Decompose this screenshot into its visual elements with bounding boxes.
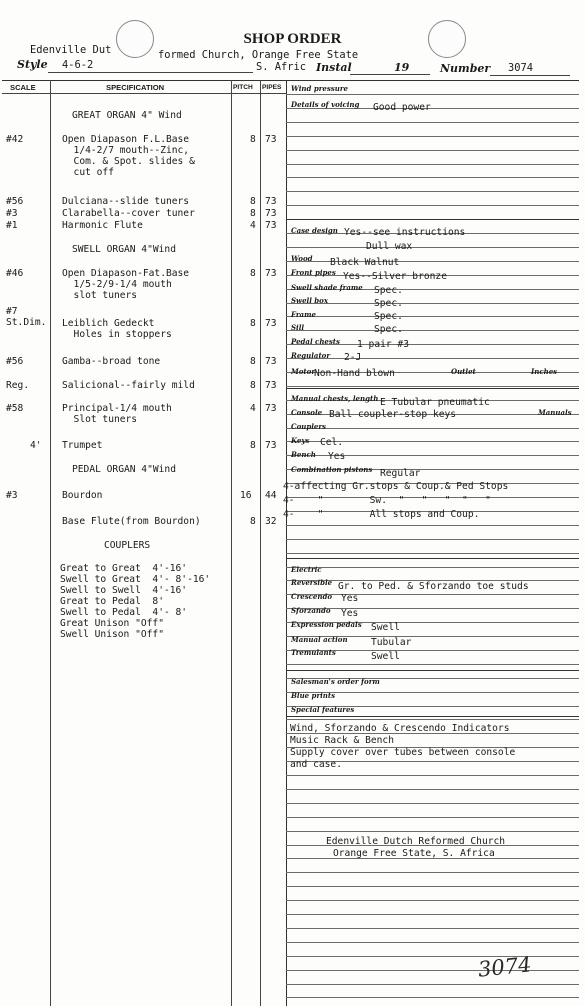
crescendo-label: Crescendo bbox=[291, 592, 333, 601]
case-design-finish: Dull wax bbox=[366, 241, 413, 252]
pitch-cell: 16 bbox=[240, 490, 252, 501]
manual-chests-value: E Tubular pneumatic bbox=[380, 397, 490, 408]
pitch-cell: 8 bbox=[250, 356, 256, 367]
ruled-line bbox=[286, 956, 579, 957]
col-header-pipes: PIPES bbox=[262, 84, 282, 91]
pitch-cell: 8 bbox=[250, 134, 256, 145]
ruled-line bbox=[286, 177, 579, 178]
col-rule-pitch bbox=[260, 80, 261, 1006]
style-underline bbox=[48, 72, 253, 73]
pipes-cell: 32 bbox=[265, 516, 277, 527]
ruled-line bbox=[286, 719, 579, 720]
pedal-chests-label: Pedal chests bbox=[291, 337, 340, 346]
ruled-line bbox=[286, 984, 579, 985]
keys-value: Cel. bbox=[320, 437, 344, 448]
wood-label: Wood bbox=[291, 254, 313, 263]
wood-value: Black Walnut bbox=[330, 257, 400, 268]
frame-label: Frame bbox=[291, 310, 316, 319]
instal-label: Instal bbox=[316, 61, 352, 74]
style-value: 4-6-2 bbox=[62, 59, 94, 71]
salesmans-order-form-label: Salesman's order form bbox=[291, 677, 380, 686]
instal-underline bbox=[350, 74, 430, 75]
ruled-line bbox=[286, 539, 579, 540]
swell-box-label: Swell box bbox=[291, 296, 329, 305]
crescendo-value: Yes bbox=[341, 593, 359, 604]
pistons-lines bbox=[283, 481, 508, 523]
coupler-line: Swell to Great 4'- 8'-16' bbox=[60, 574, 211, 585]
regulator-value: 2-J bbox=[344, 352, 362, 363]
ruled-line bbox=[286, 567, 579, 568]
ruled-line bbox=[286, 664, 579, 665]
ruled-line bbox=[286, 775, 579, 776]
customer-name-left: Edenville Dut bbox=[30, 44, 112, 56]
pipes-cell: 73 bbox=[265, 208, 277, 219]
scale-cell: #42 bbox=[6, 134, 24, 145]
blue-prints-label: Blue prints bbox=[291, 691, 336, 700]
section-divider bbox=[286, 388, 579, 389]
section-divider bbox=[286, 558, 579, 559]
console-value: Ball coupler-stop keys bbox=[329, 409, 457, 420]
col-header-pitch: PITCH bbox=[233, 84, 253, 91]
stop-spec: Base Flute(from Bourdon) bbox=[62, 516, 201, 527]
pipes-cell: 73 bbox=[265, 318, 277, 329]
stop-spec: Clarabella--cover tuner bbox=[62, 208, 195, 219]
number-underline bbox=[490, 75, 570, 76]
pipes-cell: 73 bbox=[265, 134, 277, 145]
ruled-line bbox=[286, 428, 579, 429]
bench-value: Yes bbox=[328, 451, 346, 462]
swell-box-value: Spec. bbox=[374, 298, 403, 309]
special-feature-line: Music Rack & Bench bbox=[290, 735, 394, 746]
special-feature-line: and case. bbox=[290, 759, 342, 770]
page-title: SHOP ORDER bbox=[243, 31, 342, 47]
pipes-cell: 73 bbox=[265, 196, 277, 207]
scale-cell: #3 bbox=[6, 490, 18, 501]
piston-line: 4- " Sw. " " " " " bbox=[283, 495, 491, 506]
manual-action-value: Tubular bbox=[371, 637, 412, 648]
couplers-label: Couplers bbox=[291, 422, 326, 431]
stop-spec: Leiblich Gedeckt Holes in stoppers bbox=[62, 318, 172, 340]
scale-cell: Reg. bbox=[6, 380, 30, 391]
regulator-label: Regulator bbox=[291, 351, 331, 360]
pipes-cell: 73 bbox=[265, 220, 277, 231]
ruled-line bbox=[286, 164, 579, 165]
ruled-line bbox=[286, 872, 579, 873]
special-feature-line: Wind, Sforzando & Crescendo Indicators bbox=[290, 723, 510, 734]
expression-pedals-label: Expression pedals bbox=[291, 620, 362, 629]
electric-label: Electric bbox=[291, 565, 322, 574]
ruled-line bbox=[286, 914, 579, 915]
swell-shade-frame-label: Swell shade frame bbox=[291, 283, 363, 292]
ruled-line bbox=[286, 886, 579, 887]
sforzando-value: Yes bbox=[341, 608, 359, 619]
reversible-label: Reversible bbox=[291, 578, 333, 587]
ruled-line bbox=[286, 205, 579, 206]
pitch-cell: 4 bbox=[250, 403, 256, 414]
location-fragment: S. Afric bbox=[256, 61, 307, 73]
details-of-voicing-label: Details of voicing bbox=[291, 100, 360, 109]
ruled-line bbox=[286, 136, 579, 137]
pitch-cell: 8 bbox=[250, 318, 256, 329]
combination-pistons-label: Combination pistons bbox=[291, 465, 373, 474]
stop-spec: Bourdon bbox=[62, 490, 103, 501]
special-feature-line: Supply cover over tubes between console bbox=[290, 747, 516, 758]
piston-line: 4- " All stops and Coup. bbox=[283, 509, 480, 520]
console-label: Console bbox=[291, 408, 323, 417]
combination-pistons-value: Regular bbox=[380, 468, 421, 479]
manuals-label: Manuals bbox=[538, 408, 572, 417]
ruled-line bbox=[286, 817, 579, 818]
front-pipes-label: Front pipes bbox=[291, 268, 336, 277]
ruled-line bbox=[286, 330, 579, 331]
pipes-cell: 73 bbox=[265, 356, 277, 367]
special-features-list bbox=[290, 723, 515, 771]
ruled-line bbox=[286, 553, 579, 554]
stop-spec: Harmonic Flute bbox=[62, 220, 143, 231]
section-heading: GREAT ORGAN 4" Wind bbox=[72, 110, 182, 121]
bench-label: Bench bbox=[291, 450, 316, 459]
coupler-line: Great to Great 4'-16' bbox=[60, 563, 188, 574]
handwritten-order-number: 3074 bbox=[476, 952, 533, 982]
ruled-line bbox=[286, 94, 579, 95]
ruled-line bbox=[286, 247, 579, 248]
pitch-cell: 8 bbox=[250, 196, 256, 207]
customer-name-right: formed Church, Orange Free State bbox=[158, 49, 359, 61]
sill-value: Spec. bbox=[374, 324, 403, 335]
table-header-rule bbox=[2, 93, 286, 94]
instal-year: 19 bbox=[394, 61, 410, 74]
swell-shade-frame-value: Spec. bbox=[374, 285, 403, 296]
col-header-specification: SPECIFICATION bbox=[106, 83, 165, 92]
couplers-list bbox=[60, 563, 210, 640]
ruled-line bbox=[286, 942, 579, 943]
scale-cell: #56 bbox=[6, 196, 24, 207]
sill-label: Sill bbox=[291, 323, 305, 332]
stop-spec: Principal-1/4 mouth Slot tuners bbox=[62, 403, 172, 425]
stop-spec: Trumpet bbox=[62, 440, 103, 451]
manual-action-label: Manual action bbox=[291, 635, 348, 644]
ruled-line bbox=[286, 900, 579, 901]
ruled-line bbox=[286, 303, 579, 304]
coupler-line: Swell to Pedal 4'- 8' bbox=[60, 607, 188, 618]
number-label: Number bbox=[440, 62, 491, 75]
case-design-label: Case design bbox=[291, 226, 338, 235]
coupler-line: Great Unison "Off" bbox=[60, 618, 164, 629]
stop-spec: Dulciana--slide tuners bbox=[62, 196, 190, 207]
special-features-label: Special features bbox=[291, 705, 355, 714]
pipes-cell: 44 bbox=[265, 490, 277, 501]
tremulants-value: Swell bbox=[371, 651, 400, 662]
sforzando-label: Sforzando bbox=[291, 606, 331, 615]
section-heading: COUPLERS bbox=[104, 540, 151, 551]
scale-cell: #56 bbox=[6, 356, 24, 367]
ruled-line bbox=[286, 150, 579, 151]
section-divider bbox=[286, 716, 579, 717]
ruled-line bbox=[286, 831, 579, 832]
scale-cell: 4' bbox=[30, 440, 42, 451]
pitch-cell: 8 bbox=[250, 208, 256, 219]
motor-value: Non-Hand blown bbox=[314, 368, 395, 379]
stop-spec: Open Diapason-Fat.Base 1/5-2/9-1/4 mouth slot tuners bbox=[62, 268, 190, 301]
section-heading: SWELL ORGAN 4"Wind bbox=[72, 244, 176, 255]
stop-spec: Open Diapason F.L.Base 1/4-2/7 mouth--Zinc, Com. & Spot. slides & cut off bbox=[62, 134, 195, 178]
scale-cell: #46 bbox=[6, 268, 24, 279]
scale-cell: #58 bbox=[6, 403, 24, 414]
expression-pedals-value: Swell bbox=[371, 622, 400, 633]
scale-cell: #7 St.Dim. bbox=[6, 306, 47, 328]
pedal-chests-value: 1 pair #3 bbox=[357, 339, 409, 350]
inches-label: Inches bbox=[531, 367, 558, 376]
ruled-line bbox=[286, 525, 579, 526]
outlet-label: Outlet bbox=[451, 367, 476, 376]
table-top-rule bbox=[2, 80, 579, 81]
ruled-line bbox=[286, 997, 579, 998]
pitch-cell: 8 bbox=[250, 516, 256, 527]
piston-line: 4-affecting Gr.stops & Coup.& Ped Stops bbox=[283, 481, 509, 492]
section-divider bbox=[286, 670, 579, 671]
stop-spec: Gamba--broad tone bbox=[62, 356, 161, 367]
ruled-line bbox=[286, 122, 579, 123]
pipes-cell: 73 bbox=[265, 380, 277, 391]
pipes-cell: 73 bbox=[265, 440, 277, 451]
scale-cell: #1 bbox=[6, 220, 18, 231]
ruled-line bbox=[286, 970, 579, 971]
ruled-line bbox=[286, 803, 579, 804]
ruled-line bbox=[286, 386, 579, 387]
footer-church-name: Edenville Dutch Reformed Church bbox=[326, 836, 506, 847]
coupler-line: Swell to Swell 4'-16' bbox=[60, 585, 188, 596]
pitch-cell: 8 bbox=[250, 380, 256, 391]
motor-label: Motor bbox=[291, 367, 316, 376]
col-header-scale: SCALE bbox=[10, 83, 36, 92]
col-rule-scale bbox=[50, 80, 51, 1006]
manual-chests-label: Manual chests, length bbox=[291, 394, 379, 403]
pitch-cell: 8 bbox=[250, 440, 256, 451]
footer-location: Orange Free State, S. Africa bbox=[333, 848, 495, 859]
style-label: Style bbox=[17, 58, 48, 71]
tremulants-label: Tremulants bbox=[291, 648, 336, 657]
wind-pressure-label: Wind pressure bbox=[291, 84, 348, 93]
section-heading: PEDAL ORGAN 4"Wind bbox=[72, 464, 176, 475]
stop-spec: Salicional--fairly mild bbox=[62, 380, 195, 391]
case-design-value: Yes--see instructions bbox=[344, 227, 466, 238]
ruled-line bbox=[286, 316, 579, 317]
coupler-line: Great to Pedal 8' bbox=[60, 596, 164, 607]
number-value: 3074 bbox=[508, 62, 534, 74]
ruled-line bbox=[286, 191, 579, 192]
section-divider bbox=[286, 219, 579, 220]
front-pipes-value: Yes--Silver bronze bbox=[343, 271, 447, 282]
pipes-cell: 73 bbox=[265, 268, 277, 279]
pitch-cell: 4 bbox=[250, 220, 256, 231]
col-rule-spec bbox=[231, 80, 232, 1006]
keys-label: Keys bbox=[291, 436, 310, 445]
frame-value: Spec. bbox=[374, 311, 403, 322]
coupler-line: Swell Unison "Off" bbox=[60, 629, 164, 640]
pipes-cell: 73 bbox=[265, 403, 277, 414]
pitch-cell: 8 bbox=[250, 268, 256, 279]
ruled-line bbox=[286, 928, 579, 929]
ruled-line bbox=[286, 789, 579, 790]
scale-cell: #3 bbox=[6, 208, 18, 219]
details-of-voicing-value: Good power bbox=[373, 102, 431, 113]
reversible-value: Gr. to Ped. & Sforzando toe studs bbox=[338, 581, 529, 592]
